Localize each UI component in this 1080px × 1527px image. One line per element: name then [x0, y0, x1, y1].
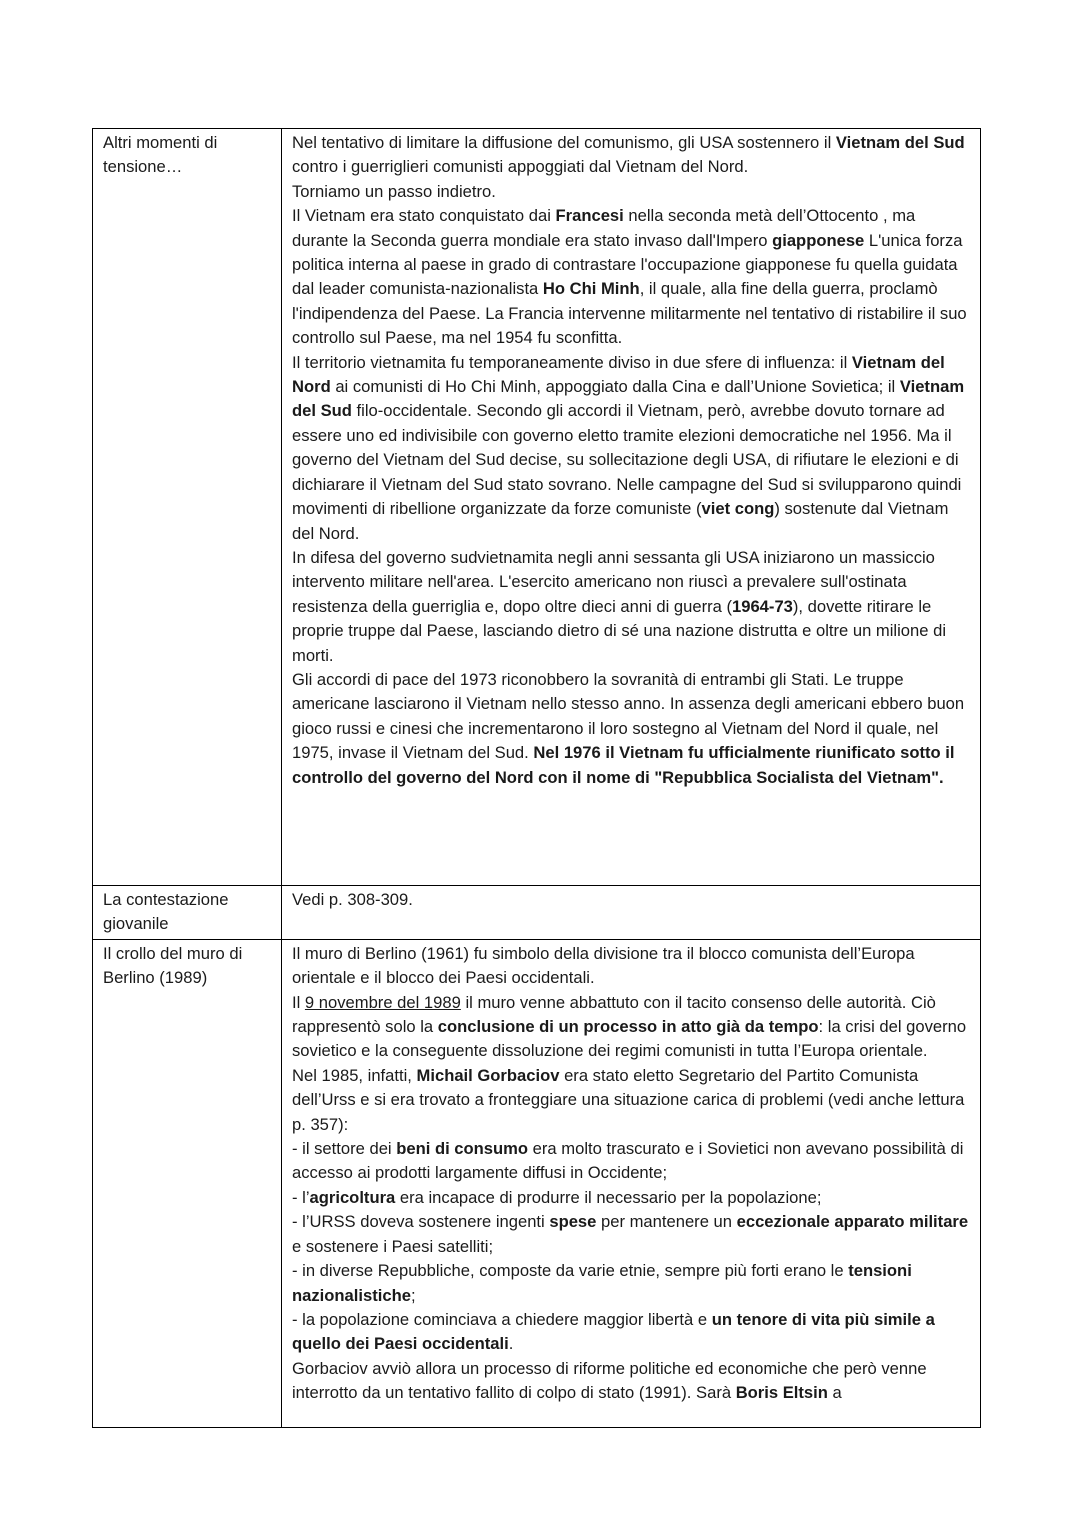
bold-text: tensioni nazionalistiche	[292, 1261, 912, 1305]
paragraph	[292, 668, 972, 790]
bold-text: Nel 1976 il Vietnam fu ufficialmente riunificato sotto il controllo del governo del Nord con il nome di "Repubblica Socialista del Vietnam".	[292, 743, 955, 787]
text-run: per mantenere un	[596, 1212, 737, 1232]
paragraph	[292, 991, 972, 1064]
bold-text: un tenore di vita più simile a quello dei Paesi occidentali	[292, 1309, 935, 1354]
text-run: a	[827, 1383, 842, 1403]
bold-text: Boris Eltsin	[735, 1383, 828, 1403]
text-run: contro i guerriglieri comunisti appoggiati dal Vietnam del Nord.	[292, 157, 749, 177]
bold-text: giapponese	[772, 230, 865, 250]
content-cell	[282, 129, 981, 886]
text-run: era incapace di produrre il necessario per la popolazione;	[395, 1187, 822, 1207]
paragraph	[292, 888, 972, 912]
text-run: Vedi p. 308-309.	[292, 890, 413, 909]
text-run: ai comunisti di Ho Chi Minh, appoggiato dalla Cina e dall’Unione Sovietica; il	[330, 377, 900, 397]
paragraph	[292, 1137, 972, 1186]
bold-text: Vietnam del Sud	[292, 377, 965, 421]
paragraph	[292, 546, 972, 668]
content-cell	[282, 886, 981, 940]
bold-text: 1964-73	[732, 596, 793, 616]
text-run: Nel 1985, infatti,	[292, 1065, 417, 1085]
text-run: Torniamo un passo indietro.	[292, 181, 496, 201]
paragraph	[292, 180, 972, 204]
text-run: ), dovette ritirare le proprie truppe dal Paese, lasciando dietro di sé una nazione distrutta e oltre un milione di morti.	[292, 596, 947, 665]
text-run: Il Vietnam era stato conquistato dai	[292, 206, 556, 226]
topic-cell: La contestazione giovanile	[93, 886, 282, 940]
text-run: - la popolazione cominciava a chiedere maggior libertà e	[292, 1309, 712, 1329]
text-run: Nel tentativo di limitare la diffusione del comunismo, gli USA sostennero il	[292, 133, 836, 152]
bold-text: viet cong	[701, 499, 775, 519]
bold-text: Michail Gorbaciov	[416, 1065, 560, 1085]
text-run: Il muro di Berlino (1961) fu simbolo della divisione tra il blocco comunista dell’Europa orientale e il blocco dei Paesi occidentali.	[292, 943, 915, 988]
bold-text: spese	[549, 1212, 597, 1232]
paragraph	[292, 1357, 972, 1406]
text-run: il muro venne abbattuto con il tacito consenso delle autorità. Ciò rappresentò solo la	[292, 992, 936, 1037]
bold-text: agricoltura	[309, 1187, 396, 1207]
text-run: L'unica forza politica interna al paese in grado di contrastare l'occupazione giapponese fu quella guidata dal leader comunista-nazionalista	[292, 230, 963, 299]
bold-text: Ho Chi Minh	[542, 279, 640, 299]
bold-text: beni di consumo	[396, 1139, 529, 1159]
topic-cell: Altri momenti di tensione…	[93, 129, 282, 886]
bold-text: conclusione di un processo in atto già da tempo	[437, 1017, 819, 1037]
bold-text: Vietnam del Sud	[835, 133, 965, 152]
bold-text: Vietnam del Nord	[292, 352, 945, 397]
paragraph	[292, 1308, 972, 1357]
text-run: era stato eletto Segretario del Partito Comunista dell’Urss e si era trovato a fronteggiare una situazione carica di problemi (vedi anche lettura p. 357):	[292, 1065, 965, 1134]
paragraph	[292, 1064, 972, 1137]
text-run: , il quale, alla fine della guerra, proclamò l'indipendenza del Paese. La Francia intervenne militarmente nel tentativo di ristabilire il suo controllo sul Paese, ma nel 1954 fu sconfitta.	[292, 279, 967, 348]
text-run: Gli accordi di pace del 1973 riconobbero la sovranità di entrambi gli Stati. Le truppe americane lasciarono il Vietnam nello stesso anno. In assenza degli americani ebbero buon gioco russi e cinesi che incrementarono il loro sostegno al Vietnam del Nord il quale, nel 1975, invase il Vietnam del Sud.	[292, 669, 965, 763]
paragraph	[292, 1259, 972, 1308]
topic-cell: Il crollo del muro di Berlino (1989)	[93, 939, 282, 1427]
text-run: Il	[292, 992, 305, 1012]
text-run: ) sostenute dal Vietnam del Nord.	[292, 499, 949, 543]
bold-text: Francesi	[555, 206, 624, 226]
paragraph	[292, 351, 972, 546]
table-row	[93, 129, 981, 886]
content-cell	[282, 939, 981, 1427]
text-run: nella seconda metà dell’Ottocento , ma durante la Seconda guerra mondiale era stato invaso dall'Impero	[292, 206, 916, 250]
table-row	[93, 939, 981, 1427]
text-run: : la crisi del governo sovietico e la conseguente dissoluzione dei regimi comunisti in tutta l’Europa orientale.	[292, 1017, 967, 1061]
text-run: - l’URSS doveva sostenere ingenti	[292, 1212, 550, 1232]
paragraph	[292, 204, 972, 350]
paragraph	[292, 131, 972, 180]
text-run: e sostenere i Paesi satelliti;	[292, 1236, 494, 1256]
paragraph	[292, 942, 972, 991]
text-run: Il territorio vietnamita fu temporaneamente diviso in due sfere di influenza: il	[292, 352, 852, 372]
text-run: - in diverse Repubbliche, composte da varie etnie, sempre più forti erano le	[292, 1261, 849, 1281]
table-row	[93, 886, 981, 940]
text-run: era molto trascurato e i Sovietici non avevano possibilità di accesso ai prodotti largamente diffusi in Occidente;	[292, 1139, 964, 1183]
notes-table	[92, 128, 981, 1428]
paragraph	[292, 1210, 972, 1259]
bold-text: eccezionale apparato militare	[736, 1212, 969, 1232]
text-run: - il settore dei	[292, 1139, 397, 1159]
text-run: .	[508, 1334, 514, 1354]
underlined-text: 9 novembre del 1989	[304, 992, 461, 1012]
text-run: Gorbaciov avviò allora un processo di riforme politiche ed economiche che però venne interrotto da un tentativo fallito di colpo di stato (1991). Sarà	[292, 1358, 927, 1403]
text-run: filo-occidentale. Secondo gli accordi il Vietnam, però, avrebbe dovuto tornare ad essere uno ed indivisibile con governo eletto tramite elezioni democratiche nel 1956. Ma il governo del Vietnam del Sud decise, su sollecitazione degli USA, di rifiutare le elezioni e di dichiarare il Vietnam del Sud stato sovrano. Nelle campagne del Sud si svilupparono quindi movimenti di ribellione organizzate da forze comuniste (	[292, 401, 962, 519]
text-run: In difesa del governo sudvietnamita negli anni sessanta gli USA iniziarono un massiccio intervento militare nell'area. L'esercito americano non riuscì a prevalere sull'ostinata resistenza della guerriglia e, dopo oltre dieci anni di guerra (	[292, 547, 935, 616]
paragraph	[292, 1186, 972, 1210]
text-run: - l’	[292, 1187, 310, 1207]
text-run: ;	[410, 1285, 416, 1305]
